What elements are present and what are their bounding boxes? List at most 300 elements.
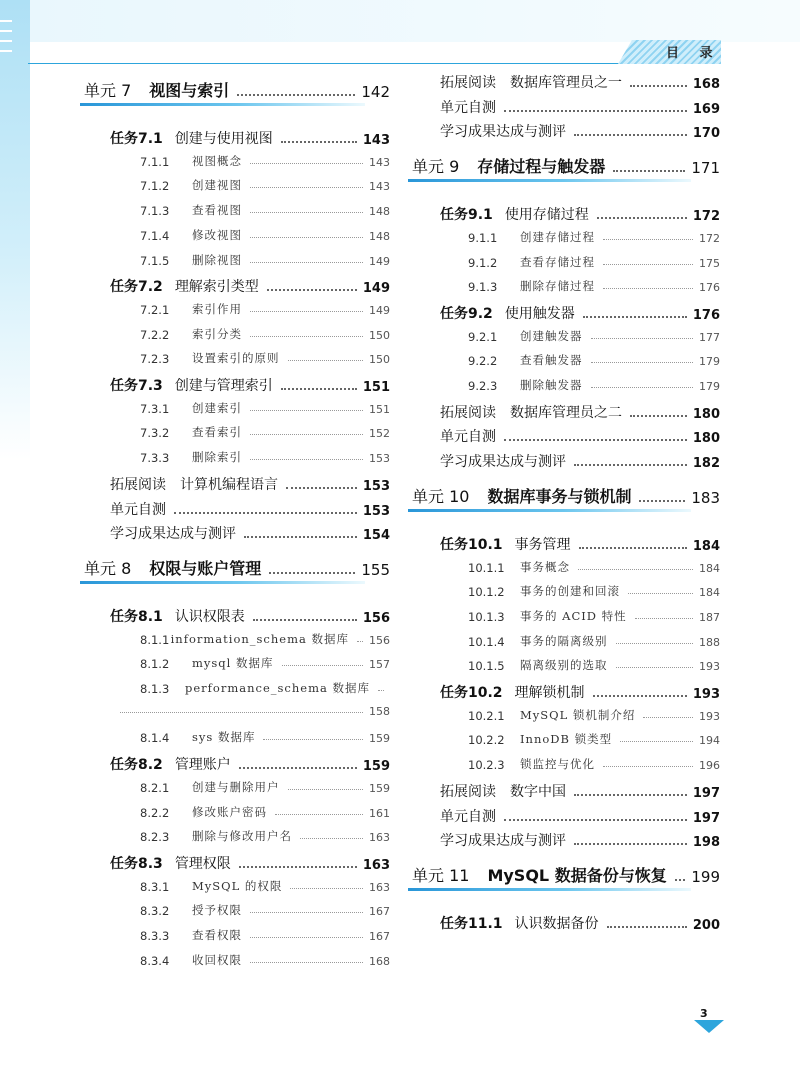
unit-heading[interactable] <box>408 154 720 177</box>
page-ref: 163 <box>369 831 390 845</box>
page-ref: 168 <box>692 77 720 92</box>
unit-underline-bar <box>408 179 691 182</box>
page-ref: 159 <box>369 732 390 746</box>
dot-leader <box>635 618 693 619</box>
subsection-title: 事务的创建和回滚 <box>520 584 620 599</box>
dot-leader <box>574 794 687 796</box>
entry-title: 单元自测 <box>440 808 496 825</box>
page-ref: 193 <box>699 660 720 674</box>
page-ref: 199 <box>691 867 720 886</box>
subsection-title: 索引作用 <box>192 301 242 316</box>
dot-leader <box>281 141 357 143</box>
subsection-title: 授予权限 <box>192 903 242 918</box>
task-title: 管理账户 <box>174 757 231 774</box>
subsection-number: 7.3.3 <box>140 451 170 466</box>
toc-sub-row[interactable] <box>468 328 720 344</box>
page-ref: 180 <box>692 406 720 422</box>
subsection-title: MySQL 的权限 <box>192 878 283 893</box>
toc-sub-row[interactable] <box>468 229 720 245</box>
subsection-title: 删除触发器 <box>520 378 583 392</box>
page-ref: 163 <box>369 880 390 894</box>
toc-left-column <box>0 66 400 1026</box>
dot-leader <box>253 619 357 621</box>
page-ref: 151 <box>369 402 390 416</box>
subsection-title: 创建视图 <box>192 178 242 193</box>
toc-sub-row[interactable] <box>140 202 390 218</box>
header-rule <box>28 63 720 64</box>
task-title: 认识权限表 <box>174 608 245 625</box>
task-number: 任务9.2 <box>440 305 493 322</box>
task-title: 理解锁机制 <box>514 685 585 701</box>
page-ref: 179 <box>699 380 720 393</box>
unit-heading[interactable] <box>80 78 390 101</box>
toc-sub-row[interactable] <box>140 828 390 844</box>
toc-sub-row[interactable] <box>140 878 390 894</box>
task-title: 认识数据备份 <box>514 915 599 932</box>
dot-leader <box>603 239 693 240</box>
toc-sub-row[interactable] <box>468 657 720 673</box>
dot-leader <box>250 336 363 337</box>
subsection-title: information_schema 数据库 <box>170 631 349 646</box>
subsection-number: 8.1.3 <box>140 682 170 696</box>
entry-title: 拓展阅读 数字中国 <box>440 783 566 800</box>
subsection-number: 8.1.2 <box>140 657 170 672</box>
dot-leader <box>244 536 357 538</box>
page-ref: 143 <box>369 155 390 169</box>
task-number: 任务10.1 <box>440 536 503 553</box>
toc-sub-row[interactable] <box>468 583 720 599</box>
subsection-title: 删除索引 <box>192 450 242 465</box>
dot-leader <box>607 926 687 928</box>
task-number: 任务7.3 <box>110 378 163 394</box>
dot-leader <box>281 388 357 390</box>
toc-task-row[interactable] <box>440 303 720 323</box>
page-ref: 180 <box>692 431 720 447</box>
subsection-title: 查看权限 <box>192 928 242 942</box>
page-ref: 182 <box>692 456 720 472</box>
subsection-number: 7.3.2 <box>140 426 170 441</box>
subsection-number: 8.2.1 <box>140 780 170 795</box>
dot-leader <box>269 572 355 574</box>
page-ref: 187 <box>699 610 720 624</box>
dot-leader <box>357 641 363 642</box>
subsection-title: 事务概念 <box>520 559 570 574</box>
toc-misc-row[interactable] <box>440 806 720 826</box>
toc-task-row[interactable] <box>440 913 720 933</box>
task-title: 创建与管理索引 <box>174 378 273 394</box>
page-ref: 194 <box>699 734 720 748</box>
toc-sub-row[interactable] <box>140 680 390 696</box>
subsection-number: 7.3.1 <box>140 401 170 416</box>
subsection-number: 8.3.3 <box>140 929 170 943</box>
toc-sub-row[interactable] <box>140 326 390 342</box>
toc-task-row[interactable] <box>440 204 720 224</box>
dot-leader <box>593 695 687 697</box>
toc-sub-row[interactable] <box>140 301 390 317</box>
page-number: 3 <box>700 1007 708 1020</box>
unit-number: 单元 11 <box>412 865 470 885</box>
dot-leader <box>250 212 363 213</box>
toc-task-row[interactable] <box>110 128 390 148</box>
page-ref: 184 <box>699 586 720 600</box>
page-ref: 168 <box>369 954 390 968</box>
page-ref: 176 <box>699 281 720 295</box>
toc-sub-row[interactable] <box>140 400 390 416</box>
toc-sub-row[interactable] <box>140 927 390 943</box>
toc-sub-row[interactable] <box>468 707 720 723</box>
dot-leader <box>574 464 687 466</box>
page-ref: 170 <box>692 126 720 142</box>
page-ref: 152 <box>369 427 390 441</box>
dot-leader <box>504 439 687 441</box>
toc-sub-row[interactable] <box>468 633 720 649</box>
toc-right-column <box>400 66 800 1026</box>
page-ref: 158 <box>369 704 390 718</box>
page-ref: 200 <box>692 917 720 933</box>
subsection-title: 修改视图 <box>192 227 242 242</box>
dot-leader <box>288 360 364 361</box>
page-ref: 171 <box>691 159 720 178</box>
dot-leader <box>591 338 694 339</box>
subsection-number: 9.1.1 <box>468 230 498 245</box>
page-title: 目 录 <box>666 46 721 61</box>
task-title: 事务管理 <box>514 536 571 553</box>
page-ref: 179 <box>699 355 720 369</box>
page-ref: 148 <box>369 205 390 219</box>
unit-title: 数据库事务与锁机制 <box>487 486 632 506</box>
subsection-number: 8.2.3 <box>140 830 170 845</box>
dot-leader <box>574 134 687 136</box>
toc-misc-row[interactable] <box>110 523 390 543</box>
task-number: 任务7.1 <box>110 131 163 147</box>
page-ref: 161 <box>369 806 390 820</box>
subsection-title: 删除与修改用户名 <box>192 829 292 844</box>
subsection-number: 9.1.2 <box>468 255 498 270</box>
entry-title: 拓展阅读 数据库管理员之二 <box>440 404 622 421</box>
page-ref: 155 <box>361 560 390 579</box>
unit-underline-bar <box>408 509 691 512</box>
page-ref: 143 <box>362 133 390 148</box>
task-title: 管理权限 <box>174 855 231 872</box>
header-band <box>30 0 800 42</box>
page-number-triangle <box>694 1020 724 1033</box>
task-title: 使用存储过程 <box>504 207 589 224</box>
dot-leader <box>250 459 363 460</box>
entry-title: 学习成果达成与测评 <box>110 526 236 543</box>
subsection-title: 删除视图 <box>192 252 242 267</box>
dot-leader <box>620 741 693 742</box>
subsection-title: 设置索引的原则 <box>192 351 280 366</box>
subsection-title: MySQL 锁机制介绍 <box>520 707 636 722</box>
dot-leader <box>504 819 687 821</box>
entry-title: 学习成果达成与测评 <box>440 454 566 471</box>
toc-sub-row[interactable] <box>140 779 390 795</box>
subsection-number: 9.1.3 <box>468 280 498 295</box>
subsection-title: 查看索引 <box>192 425 242 440</box>
dot-leader <box>603 288 693 289</box>
subsection-title: 收回权限 <box>192 952 242 967</box>
dot-leader <box>504 110 687 112</box>
entry-title: 单元自测 <box>440 99 496 116</box>
page-ref: 149 <box>369 303 390 317</box>
dot-leader <box>628 593 693 594</box>
toc-sub-row[interactable] <box>468 377 720 393</box>
subsection-title: mysql 数据库 <box>192 656 274 671</box>
page-ref: 149 <box>369 254 390 268</box>
toc-sub-row[interactable] <box>468 254 720 270</box>
unit-number: 单元 8 <box>84 558 132 578</box>
page-ref: 153 <box>369 452 390 466</box>
dot-leader <box>639 500 685 502</box>
unit-heading[interactable] <box>408 863 720 886</box>
dot-leader <box>378 690 384 691</box>
dot-leader <box>630 415 687 417</box>
toc-misc-row[interactable] <box>110 499 390 519</box>
toc-sub-row-continued <box>120 705 390 718</box>
page-ref: 151 <box>362 380 390 395</box>
toc-task-row[interactable] <box>110 276 390 296</box>
page-ref: 150 <box>369 353 390 367</box>
dot-leader <box>643 717 693 718</box>
toc-sub-row[interactable] <box>468 731 720 747</box>
subsection-title: 创建索引 <box>192 400 242 415</box>
dot-leader <box>288 789 364 790</box>
dot-leader <box>250 410 363 411</box>
toc-task-row[interactable] <box>110 754 390 774</box>
toc-misc-row[interactable] <box>440 97 720 117</box>
task-number: 任务8.2 <box>110 757 163 774</box>
dot-leader <box>250 187 363 188</box>
page-ref: 183 <box>691 488 720 507</box>
dot-leader <box>300 838 363 839</box>
task-title: 创建与使用视图 <box>174 131 273 147</box>
subsection-title: 创建触发器 <box>520 328 583 343</box>
page-ref: 149 <box>362 281 390 297</box>
subsection-number: 7.1.1 <box>140 154 170 169</box>
dot-leader <box>237 94 355 96</box>
page-ref: 172 <box>692 209 720 225</box>
unit-heading[interactable] <box>408 484 720 507</box>
toc-sub-row[interactable] <box>140 729 390 745</box>
dot-leader <box>250 912 363 913</box>
subsection-number: 8.1.4 <box>140 731 170 746</box>
page-ref: 143 <box>369 180 390 194</box>
page-ref: 159 <box>369 781 390 795</box>
page-ref: 156 <box>362 610 390 626</box>
toc-sub-row[interactable] <box>468 352 720 368</box>
subsection-number: 7.2.3 <box>140 352 170 367</box>
unit-heading[interactable] <box>80 556 390 579</box>
unit-title: 存储过程与触发器 <box>477 157 606 177</box>
toc-task-row[interactable] <box>440 534 720 554</box>
subsection-title: 视图概念 <box>192 153 242 168</box>
unit-title: MySQL 数据备份与恢复 <box>487 865 667 885</box>
subsection-number: 7.2.1 <box>140 302 170 317</box>
page-ref: 184 <box>692 538 720 554</box>
subsection-number: 7.1.4 <box>140 228 170 243</box>
dot-leader <box>675 879 686 881</box>
dot-leader <box>574 843 687 845</box>
toc-misc-row[interactable] <box>440 830 720 850</box>
dot-leader <box>583 316 687 318</box>
subsection-title: 索引分类 <box>192 326 242 341</box>
toc-misc-row[interactable] <box>440 72 720 92</box>
toc-task-row[interactable] <box>110 853 390 873</box>
unit-underline-bar <box>80 103 365 106</box>
task-number: 任务11.1 <box>440 915 503 932</box>
page-ref: 157 <box>369 658 390 672</box>
dot-leader <box>120 712 363 713</box>
subsection-number: 8.1.1 <box>140 632 170 647</box>
entry-title: 拓展阅读 计算机编程语言 <box>110 476 278 493</box>
dot-leader <box>282 665 364 666</box>
task-number: 任务7.2 <box>110 279 163 296</box>
page-ref: 167 <box>369 930 390 943</box>
toc-misc-row[interactable] <box>110 474 390 494</box>
entry-title: 单元自测 <box>440 429 496 446</box>
subsection-title: 查看视图 <box>192 203 242 218</box>
toc-sub-row[interactable] <box>468 559 720 575</box>
subsection-number: 10.1.2 <box>468 585 505 600</box>
toc-sub-row[interactable] <box>140 153 390 169</box>
page-ref: 153 <box>362 503 390 519</box>
toc-task-row[interactable] <box>110 606 390 626</box>
page-ref: 193 <box>692 687 720 702</box>
subsection-title: 事务的隔离级别 <box>520 633 608 648</box>
dot-leader <box>578 569 693 570</box>
page-ref: 169 <box>692 101 720 117</box>
task-number: 任务8.3 <box>110 855 163 872</box>
subsection-title: 查看存储过程 <box>520 254 595 269</box>
dot-leader <box>250 962 363 963</box>
toc-sub-row[interactable] <box>140 350 390 366</box>
dot-leader <box>603 766 693 767</box>
dot-leader <box>290 888 363 889</box>
entry-title: 学习成果达成与测评 <box>440 124 566 141</box>
page-ref: 193 <box>699 709 720 723</box>
subsection-number: 7.1.5 <box>140 253 170 268</box>
toc-sub-row[interactable] <box>140 902 390 918</box>
subsection-number: 10.2.3 <box>468 758 505 773</box>
entry-title: 学习成果达成与测评 <box>440 833 566 850</box>
entry-title: 单元自测 <box>110 501 166 518</box>
toc-sub-row[interactable] <box>140 631 390 647</box>
task-number: 任务9.1 <box>440 207 493 224</box>
page-ref: 142 <box>361 83 390 101</box>
toc-sub-row[interactable] <box>468 756 720 772</box>
dot-leader <box>250 434 363 435</box>
subsection-number: 7.1.3 <box>140 204 170 219</box>
page-ref: 154 <box>362 528 390 544</box>
toc-misc-row[interactable] <box>440 402 720 422</box>
dot-leader <box>591 387 694 388</box>
dot-leader <box>250 163 363 164</box>
subsection-title: InnoDB 锁类型 <box>520 732 613 747</box>
page-ref: 196 <box>699 759 720 773</box>
subsection-number: 7.1.2 <box>140 179 170 194</box>
toc-misc-row[interactable] <box>440 426 720 446</box>
page-ref: 176 <box>692 307 720 323</box>
subsection-number: 8.3.1 <box>140 879 170 894</box>
dot-leader <box>250 937 363 938</box>
subsection-title: 查看触发器 <box>520 353 583 368</box>
toc-misc-row[interactable] <box>440 781 720 801</box>
toc-misc-row[interactable] <box>440 121 720 141</box>
dot-leader <box>275 814 363 815</box>
unit-title: 视图与索引 <box>149 81 230 100</box>
subsection-title: sys 数据库 <box>192 730 256 745</box>
subsection-title: 事务的 ACID 特性 <box>520 608 627 623</box>
toc-sub-row[interactable] <box>140 804 390 820</box>
dot-leader <box>591 362 694 363</box>
subsection-number: 10.1.1 <box>468 560 505 575</box>
dot-leader <box>603 264 693 265</box>
task-title: 使用触发器 <box>504 305 575 322</box>
page-ref: 197 <box>692 810 720 826</box>
subsection-title: 隔离级别的选取 <box>520 658 608 673</box>
subsection-number: 9.2.3 <box>468 379 498 393</box>
task-number: 任务10.2 <box>440 685 503 701</box>
page-ref: 167 <box>369 905 390 919</box>
dot-leader <box>250 237 363 238</box>
dot-leader <box>267 289 357 291</box>
toc-sub-row[interactable] <box>468 608 720 624</box>
subsection-title: 创建与删除用户 <box>192 779 280 794</box>
page-ref: 175 <box>699 256 720 270</box>
dot-leader <box>263 739 363 740</box>
subsection-number: 8.3.2 <box>140 904 170 919</box>
dot-leader <box>250 262 363 263</box>
toc-sub-row[interactable] <box>140 424 390 440</box>
toc-sub-row[interactable] <box>140 177 390 193</box>
page-ref: 184 <box>699 561 720 575</box>
toc-task-row[interactable] <box>110 375 390 395</box>
dot-leader <box>630 85 687 87</box>
page-ref: 172 <box>699 231 720 245</box>
toc-misc-row[interactable] <box>440 451 720 471</box>
toc-sub-row[interactable] <box>140 655 390 671</box>
page-ref: 156 <box>369 633 390 647</box>
dot-leader <box>579 547 687 549</box>
toc-sub-row[interactable] <box>468 278 720 294</box>
page-ref: 188 <box>699 635 720 649</box>
toc-sub-row[interactable] <box>140 449 390 465</box>
subsection-number: 9.2.2 <box>468 354 498 369</box>
subsection-number: 10.1.4 <box>468 634 505 649</box>
unit-number: 单元 9 <box>412 157 460 177</box>
toc-task-row[interactable] <box>440 682 720 702</box>
page-ref: 153 <box>362 478 390 494</box>
subsection-title: 锁监控与优化 <box>520 757 595 772</box>
toc-sub-row[interactable] <box>140 952 390 968</box>
dot-leader <box>250 311 363 312</box>
toc-sub-row[interactable] <box>140 252 390 268</box>
dot-leader <box>616 667 694 668</box>
task-number: 任务8.1 <box>110 608 163 625</box>
dot-leader <box>613 170 685 172</box>
page-ref: 198 <box>692 835 720 851</box>
page-ref: 177 <box>699 330 720 344</box>
subsection-number: 10.2.2 <box>468 733 505 748</box>
unit-title: 权限与账户管理 <box>149 558 262 578</box>
subsection-number: 9.2.1 <box>468 329 498 344</box>
toc-sub-row[interactable] <box>140 227 390 243</box>
subsection-title: 修改账户密码 <box>192 804 267 819</box>
subsection-number: 10.2.1 <box>468 708 505 723</box>
subsection-number: 8.3.4 <box>140 953 170 968</box>
subsection-number: 7.2.2 <box>140 327 170 342</box>
subsection-number: 8.2.2 <box>140 805 170 820</box>
